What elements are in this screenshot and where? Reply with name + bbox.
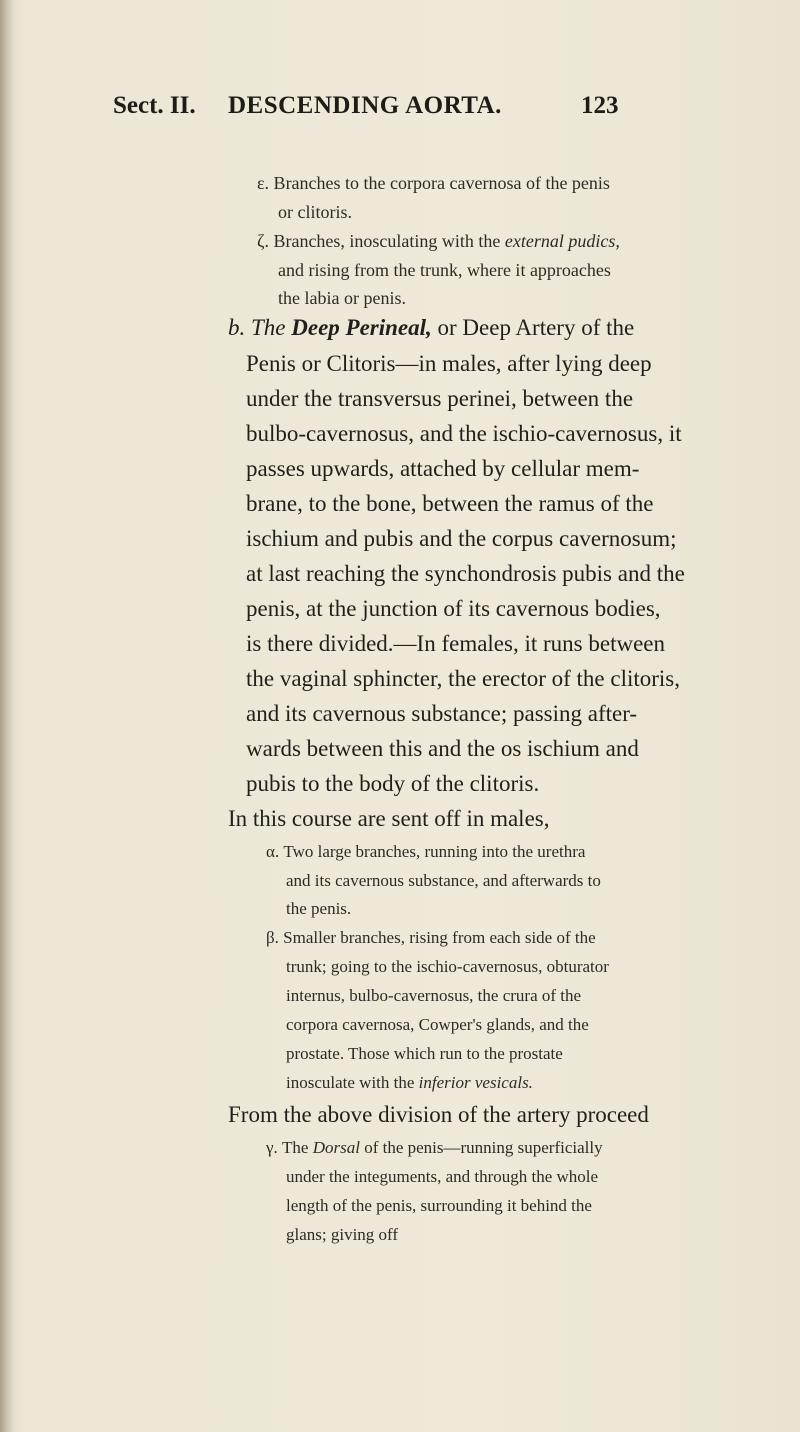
text-line: length of the penis, surrounding it behind the bbox=[286, 1196, 592, 1215]
text-line: at last reaching the synchondrosis pubis and the bbox=[246, 561, 685, 586]
italic-term: Dorsal bbox=[312, 1138, 360, 1157]
text-line: is there divided.—In females, it runs between bbox=[246, 631, 665, 656]
text-line: and its cavernous substance, and afterwards to bbox=[286, 871, 601, 890]
text-line: corpora cavernosa, Cowper's glands, and the bbox=[286, 1015, 589, 1034]
italic-term: Deep Perineal, bbox=[291, 315, 432, 340]
text-line: bulbo-cavernosus, and the ischio-cavernosus, it bbox=[246, 421, 682, 446]
text-line: passes upwards, attached by cellular mem- bbox=[246, 456, 640, 481]
text-line: the penis. bbox=[286, 899, 352, 918]
text-line: the labia or penis. bbox=[278, 288, 406, 308]
text-line: α. Two large branches, running into the urethra bbox=[266, 842, 586, 861]
text-run: inosculate with the bbox=[286, 1073, 419, 1092]
text-line: trunk; going to the ischio-cavernosus, obturator bbox=[286, 957, 609, 976]
text-line bbox=[228, 315, 634, 341]
text-line: or clitoris. bbox=[278, 202, 352, 222]
text-line: the vaginal sphincter, the erector of the clitoris, bbox=[246, 666, 681, 691]
italic-term: external pudics, bbox=[504, 231, 620, 251]
text-line: From the above division of the artery proceed bbox=[228, 1102, 649, 1127]
text-line: In this course are sent off in males, bbox=[228, 806, 550, 831]
page-gutter-shadow bbox=[0, 0, 14, 1432]
text-line: Penis or Clitoris—in males, after lying deep bbox=[246, 351, 652, 376]
text-line: pubis to the body of the clitoris. bbox=[246, 771, 540, 796]
text-run: of the penis—running superficially bbox=[359, 1138, 603, 1157]
text-line: β. Smaller branches, rising from each side of the bbox=[266, 928, 596, 947]
text-line: penis, at the junction of its cavernous bodies, bbox=[246, 596, 661, 621]
text-line: under the integuments, and through the whole bbox=[286, 1167, 599, 1186]
text-line bbox=[257, 231, 620, 252]
text-line bbox=[286, 1073, 533, 1093]
text-line: brane, to the bone, between the ramus of the bbox=[246, 491, 654, 516]
text-line: prostate. Those which run to the prostate bbox=[286, 1044, 563, 1063]
italic-term: inferior vesicals. bbox=[418, 1073, 533, 1092]
text-run: b. The bbox=[228, 315, 292, 340]
text-line: wards between this and the os ischium and bbox=[246, 736, 639, 761]
page-title: DESCENDING AORTA. bbox=[228, 92, 502, 119]
text-line: ischium and pubis and the corpus cavernosum; bbox=[246, 526, 677, 551]
text-line: ε. Branches to the corpora cavernosa of the penis bbox=[257, 173, 610, 193]
page-number: 123 bbox=[581, 92, 619, 119]
text-line: glans; giving off bbox=[286, 1225, 399, 1244]
text-run: γ. The bbox=[266, 1138, 313, 1157]
text-line bbox=[266, 1138, 603, 1158]
text-run: ζ. Branches, inosculating with the bbox=[257, 231, 505, 251]
text-line: and its cavernous substance; passing after- bbox=[246, 701, 638, 726]
text-line: and rising from the trunk, where it approaches bbox=[278, 260, 611, 280]
text-line: under the transversus perinei, between the bbox=[246, 386, 634, 411]
text-run: or Deep Artery of the bbox=[431, 315, 635, 340]
section-label: Sect. II. bbox=[113, 92, 196, 119]
running-header bbox=[0, 92, 800, 126]
text-line: internus, bulbo-cavernosus, the crura of the bbox=[286, 986, 582, 1005]
